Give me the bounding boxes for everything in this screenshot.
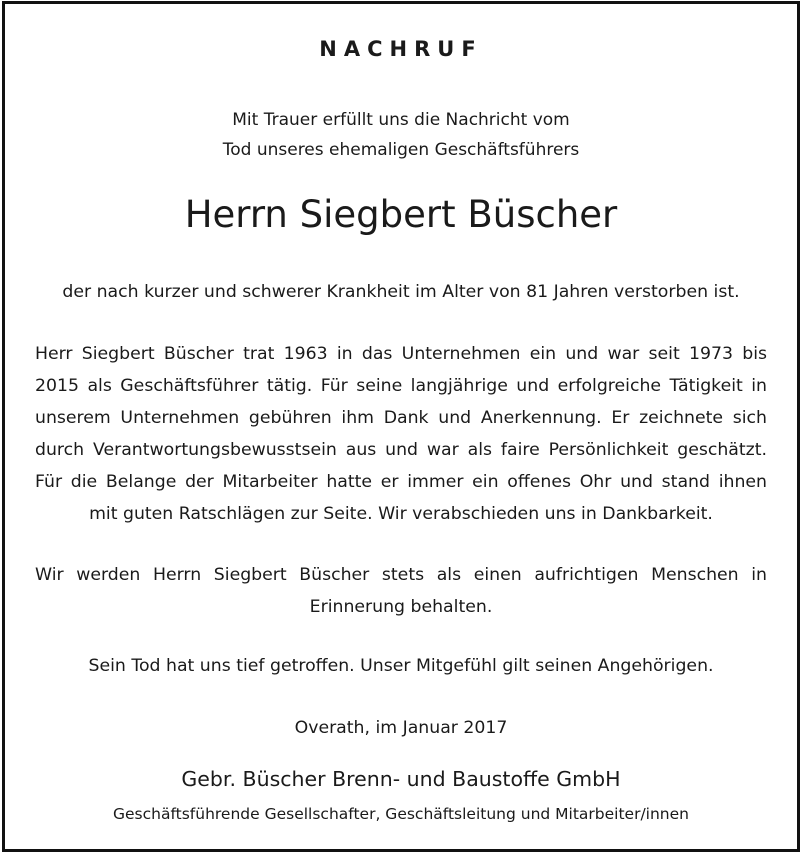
obituary-notice <box>5 4 797 849</box>
remembrance-line-1: Wir werden Herrn Siegbert Büscher stets als einen aufrichtigen Menschen in <box>35 565 767 585</box>
deceased-name: Herrn Siegbert Büscher <box>184 193 618 236</box>
cause-of-death: der nach kurzer und schwerer Krankheit im Alter von 81 Jahren verstorben ist. <box>62 282 740 302</box>
signatories: Geschäftsführende Gesellschafter, Geschäftsleitung und Mitarbeiter/innen <box>112 805 689 823</box>
remembrance-line-2: Erinnerung behalten. <box>309 597 493 617</box>
tribute-line-2: 2015 als Geschäftsführer tätig. Für seine langjährige und erfolgreiche Tätigkeit in <box>35 376 767 396</box>
tribute-line-1: Herr Siegbert Büscher trat 1963 in das Unternehmen ein und war seit 1973 bis <box>35 344 767 364</box>
intro-line-2: Tod unseres ehemaligen Geschäftsführers <box>222 140 580 160</box>
remembrance-paragraph <box>35 559 767 623</box>
notice-border <box>2 1 800 852</box>
place-date: Overath, im Januar 2017 <box>294 718 508 738</box>
notice-heading: NACHRUF <box>319 37 483 61</box>
tribute-line-5: Für die Belange der Mitarbeiter hatte er immer ein offenes Ohr und stand ihnen <box>35 472 767 492</box>
tribute-line-3: unserem Unternehmen gebühren ihm Dank und Anerkennung. Er zeichnete sich <box>35 408 767 428</box>
tribute-line-6: mit guten Ratschlägen zur Seite. Wir verabschieden uns in Dankbarkeit. <box>89 504 713 524</box>
condolence-paragraph: Sein Tod hat uns tief getroffen. Unser Mitgefühl gilt seinen Angehörigen. <box>88 656 714 676</box>
company-name: Gebr. Büscher Brenn- und Baustoffe GmbH <box>181 767 621 791</box>
tribute-paragraph <box>35 338 767 530</box>
tribute-line-4: durch Verantwortungsbewusstsein aus und war als faire Persönlichkeit geschätzt. <box>35 440 767 460</box>
intro-line-1: Mit Trauer erfüllt uns die Nachricht vom <box>232 110 570 130</box>
